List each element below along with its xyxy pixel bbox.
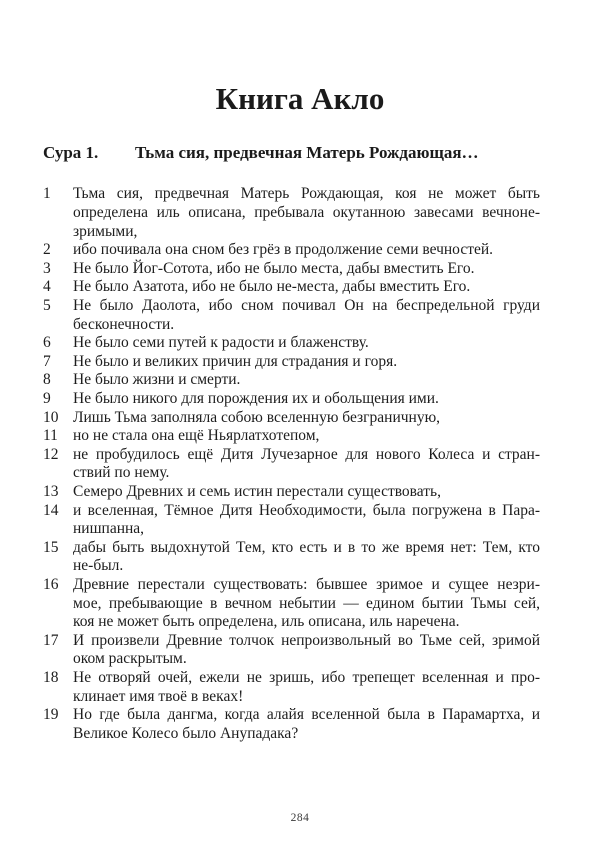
- page-number: 284: [290, 812, 310, 824]
- verse-number: 10: [43, 408, 59, 426]
- verse-text: [73, 353, 540, 372]
- verse-line: Лишь Тьма заполняла собою вселенную безграничную,: [73, 408, 441, 426]
- verse-number: 18: [43, 668, 59, 686]
- verse-number: 16: [43, 575, 59, 593]
- verse-line: ствий по нему.: [73, 464, 170, 482]
- verse-line: Не было и великих причин для страдания и горя.: [73, 352, 398, 370]
- section-title: Тьма сия, предвечная Матерь Рождающая…: [135, 143, 479, 163]
- verse-row: [43, 260, 540, 279]
- verse-text: [73, 446, 540, 483]
- verse-row: [43, 278, 540, 297]
- verse-number: 7: [43, 352, 51, 370]
- verse-line: Не было никого для порождения их и обольщения ими.: [73, 390, 439, 408]
- verse-number: 17: [43, 631, 59, 649]
- verse-line: мое, пребывающие в вечном небытии — едином бытии Тьмы сей,: [73, 594, 540, 612]
- verse-text: [73, 483, 540, 502]
- verse-line: Не было жизни и смерти.: [73, 371, 241, 389]
- verse-text: [73, 539, 540, 576]
- verse-line: Древние перестали существовать: бывшее зримое и сущее незри-: [73, 575, 540, 593]
- verse-row: [43, 334, 540, 353]
- verse-text: [73, 409, 540, 428]
- verse-line: не-был.: [73, 557, 124, 575]
- verse-text: [73, 390, 540, 409]
- verse-line: оком раскрытым.: [73, 650, 187, 668]
- verse-number: 9: [43, 390, 51, 408]
- verse-row: [43, 669, 540, 706]
- verse-row: [43, 576, 540, 632]
- verse-row: [43, 185, 540, 241]
- verse-number: 14: [43, 501, 59, 519]
- verse-text: [73, 241, 540, 260]
- verse-number: 11: [43, 427, 58, 445]
- verse-line: Великое Колесо было Анупадака?: [73, 724, 299, 742]
- verse-number: 4: [43, 278, 51, 296]
- verse-text: [73, 576, 540, 632]
- verse-line: Не было семи путей к радости и блаженству.: [73, 334, 369, 352]
- verse-number: 12: [43, 445, 59, 463]
- verse-text: [73, 185, 540, 241]
- section-heading: [43, 143, 540, 163]
- verse-row: [43, 409, 540, 428]
- verse-row: [43, 427, 540, 446]
- verse-line: Но где была дангма, когда алайя вселенной была в Парамартха, и: [73, 706, 540, 724]
- verse-line: определена иль описана, пребывала окутанною завесами вечноне-: [73, 204, 540, 222]
- page-title: Книга Акло: [215, 81, 385, 116]
- verse-line: Не было Азатота, ибо не было не-места, дабы вместить Его.: [73, 278, 471, 296]
- verse-line: Семеро Древних и семь истин перестали существовать,: [73, 482, 441, 500]
- verse-row: [43, 353, 540, 372]
- verse-row: [43, 632, 540, 669]
- verse-number: 2: [43, 241, 51, 259]
- verse-text: [73, 371, 540, 390]
- verse-text: [73, 632, 540, 669]
- verse-text: [73, 669, 540, 706]
- verse-line: Не было Йог-Сотота, ибо не было места, дабы вместить Его.: [73, 259, 475, 277]
- verse-number: 19: [43, 706, 59, 724]
- verse-line: дабы быть выдохнутой Тем, кто есть и в то же время нет: Тем, кто: [73, 538, 540, 556]
- verse-row: [43, 390, 540, 409]
- verse-row: [43, 502, 540, 539]
- verse-line: ибо почивала она сном без грёз в продолжение семи вечностей.: [73, 241, 494, 259]
- verse-number: 5: [43, 297, 51, 315]
- verse-number: 1: [43, 185, 51, 203]
- verse-line: Тьма сия, предвечная Матерь Рождающая, коя не может быть: [73, 185, 540, 203]
- verse-text: [73, 334, 540, 353]
- verse-number: 13: [43, 482, 59, 500]
- section-label: Сура 1.: [43, 143, 99, 163]
- verse-line: И произвели Древние толчок непроизвольный во Тьме сей, зримой: [73, 631, 540, 649]
- verse-text: [73, 278, 540, 297]
- verse-line: но не стала она ещё Ньярлатхотепом,: [73, 427, 320, 445]
- verse-text: [73, 502, 540, 539]
- verse-text: [73, 706, 540, 743]
- verse-number: 6: [43, 334, 51, 352]
- verse-number: 8: [43, 371, 51, 389]
- verse-line: бесконечности.: [73, 315, 175, 333]
- verse-text: [73, 427, 540, 446]
- verse-row: [43, 706, 540, 743]
- verse-row: [43, 371, 540, 390]
- verse-line: зримыми,: [73, 222, 138, 240]
- verse-line: Не отворяй очей, ежели не зришь, ибо трепещет вселенная и про-: [73, 668, 540, 686]
- verse-line: нишпанна,: [73, 520, 145, 538]
- verse-line: коя не может быть определена, иль описана, иль наречена.: [73, 613, 460, 631]
- verse-row: [43, 446, 540, 483]
- verse-row: [43, 539, 540, 576]
- verse-text: [73, 297, 540, 334]
- verse-number: 3: [43, 259, 51, 277]
- verse-line: и вселенная, Тёмное Дитя Необходимости, была погружена в Пара-: [73, 501, 540, 519]
- verse-list: [43, 185, 540, 743]
- verse-line: не пробудилось ещё Дитя Лучезарное для нового Колеса и стран-: [73, 445, 540, 463]
- verse-row: [43, 297, 540, 334]
- verse-line: клинает имя твоё в веках!: [73, 687, 244, 705]
- verse-row: [43, 483, 540, 502]
- verse-row: [43, 241, 540, 260]
- verse-line: Не было Даолота, ибо сном почивал Он на беспредельной груди: [73, 297, 540, 315]
- verse-number: 15: [43, 538, 59, 556]
- verse-text: [73, 260, 540, 279]
